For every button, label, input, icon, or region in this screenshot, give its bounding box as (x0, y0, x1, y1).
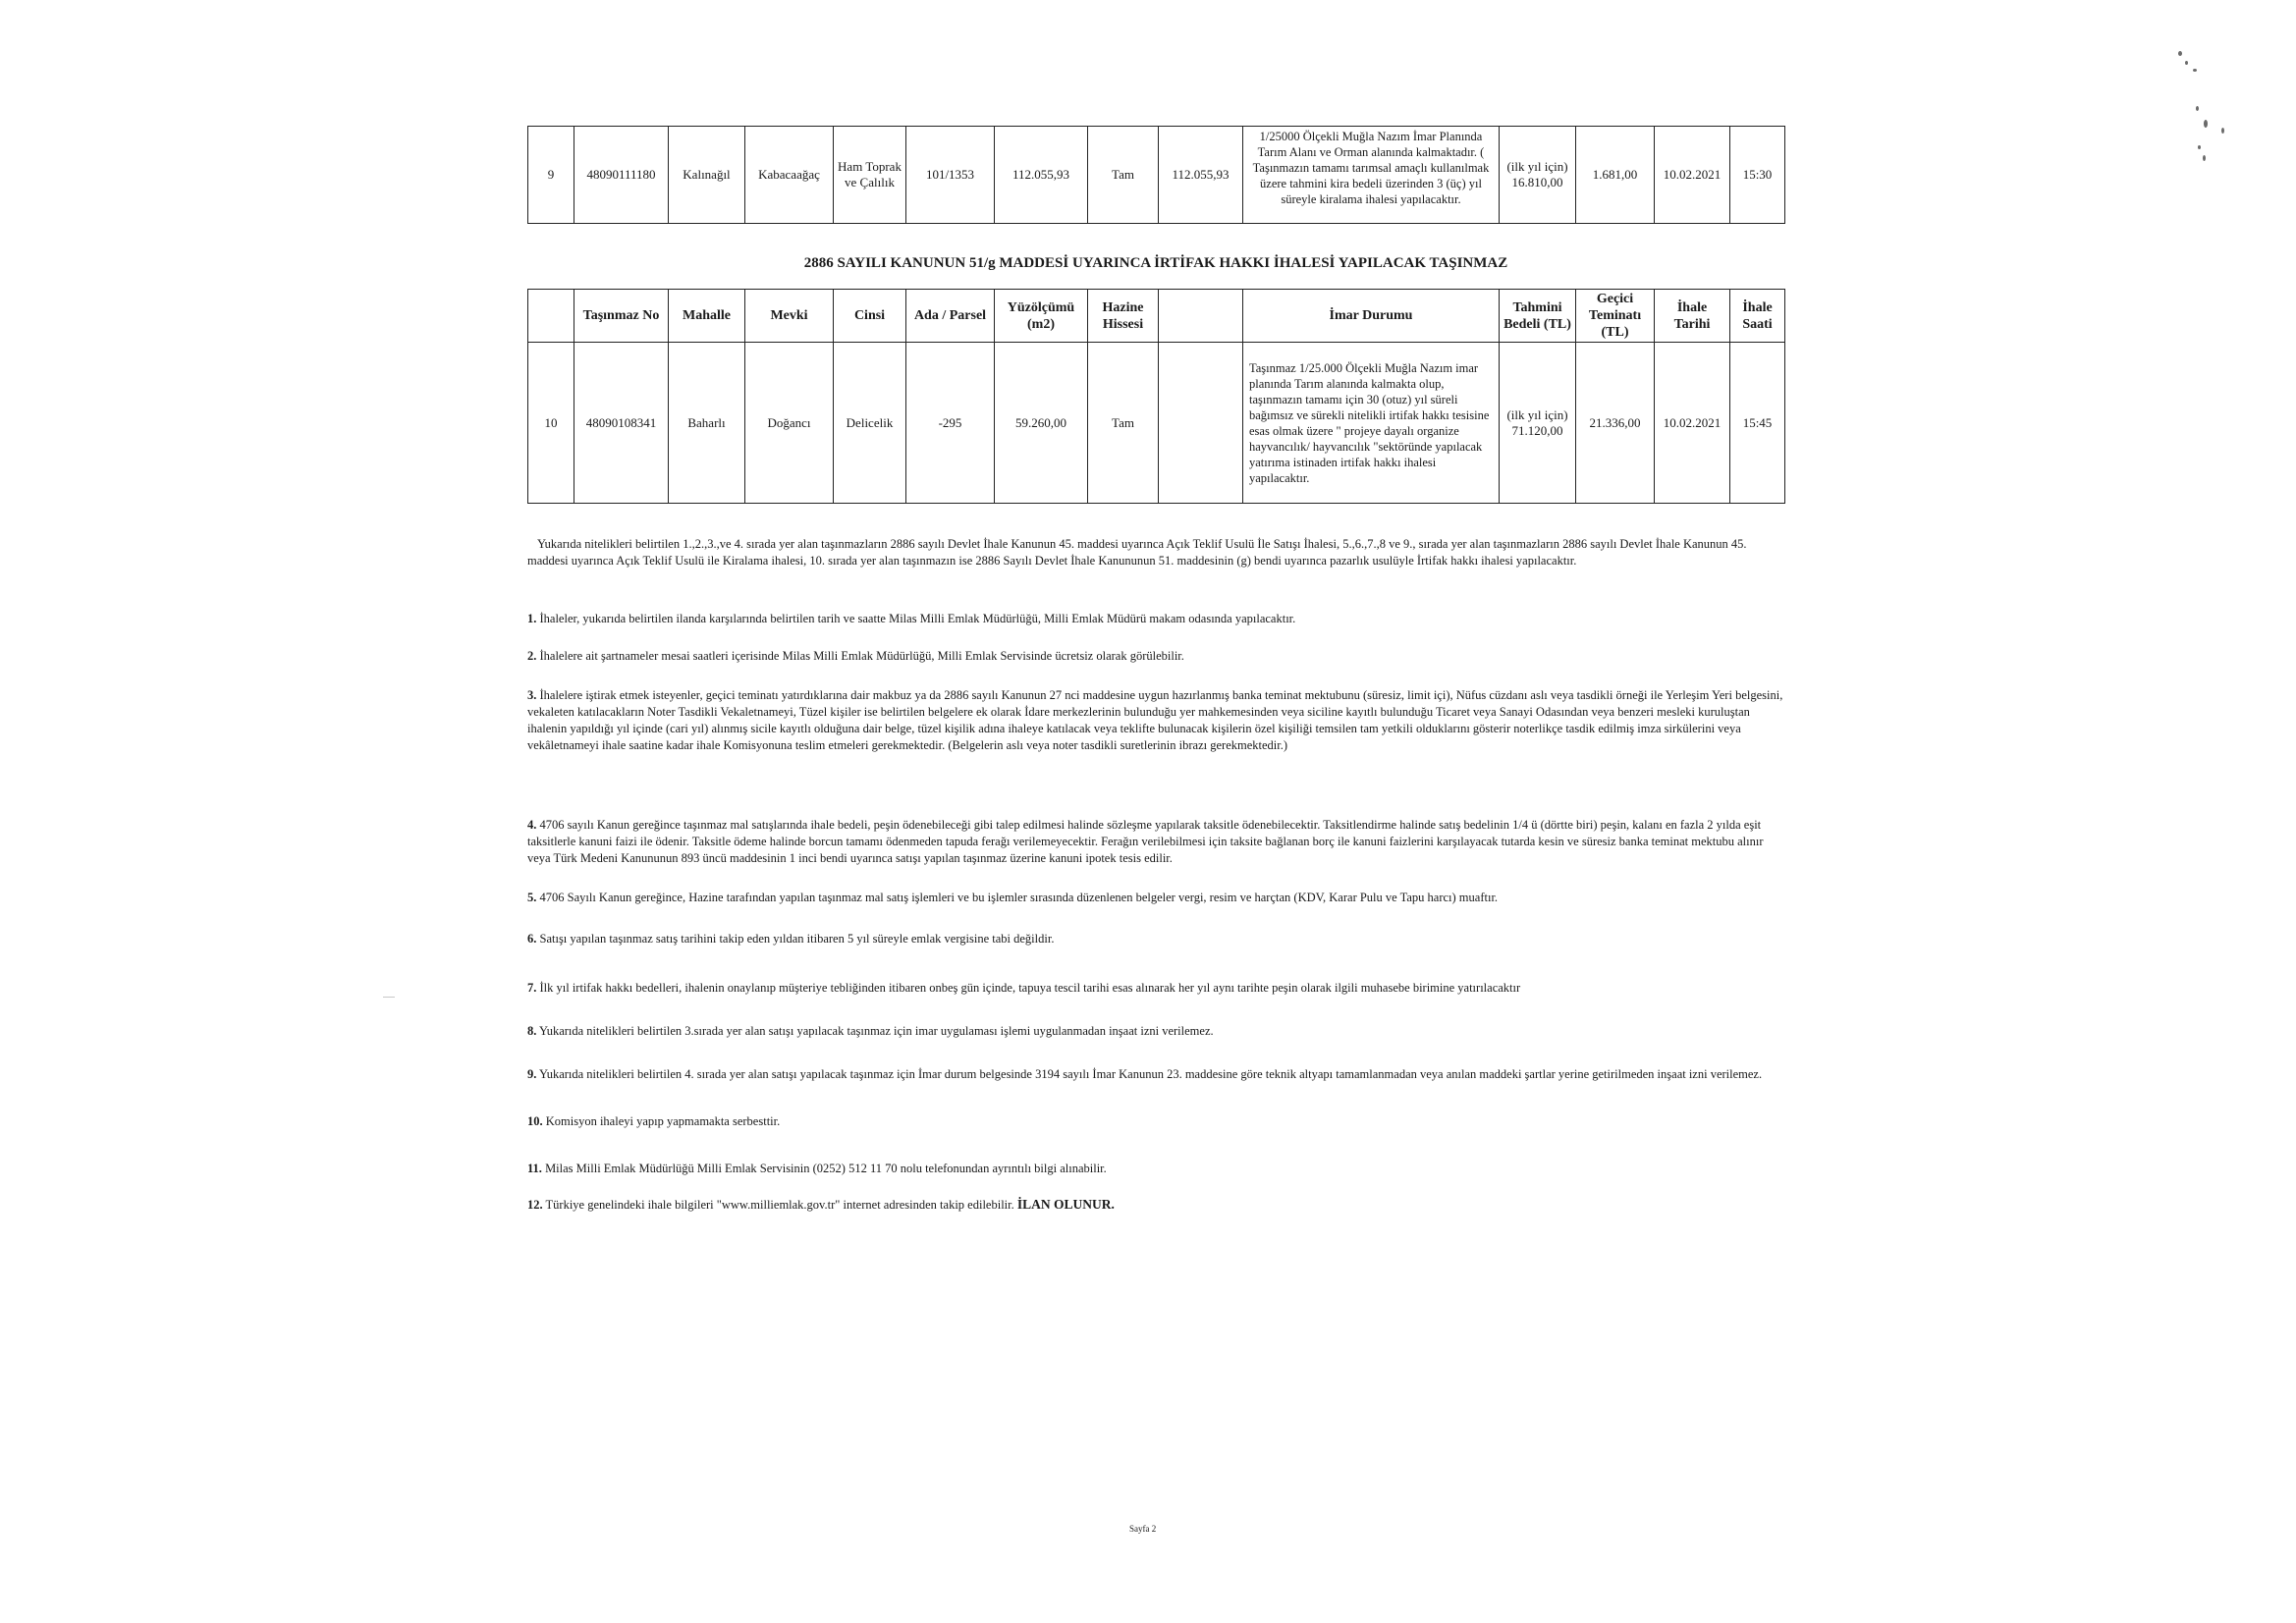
zoning-status: Taşınmaz 1/25.000 Ölçekli Muğla Nazım imar planında Tarım alanında kalmakta olup, taşınmazın tamamı için 30 (otuz) yıl süreli bağımsız ve sürekli nitelikli irtifak hakkı tesisine esas olmak üzere " projeye dayalı organize hayvancılık/ hayvancılık "sektöründe yapılacak yatırıma istinaden irtifak hakkı ihalesi yapılacaktır. (1243, 343, 1500, 504)
list-item (527, 1161, 1784, 1177)
header-deposit: Geçici Teminatı (TL) (1576, 290, 1655, 343)
area-m2: 112.055,93 (995, 127, 1088, 224)
item-text: İhalelere iştirak etmek isteyenler, geçici teminatı yatırdıklarına dair makbuz ya da 2886 sayılı Kanunun 27 nci maddesine uygun hazırlanmış banka teminat mektubunu (süresiz, limit içi), Nüfus cüzdanı aslı veya tasdikli örneği ile Yerleşim Yeri belgesini, vekaleten katılacakların Noter Tasdikli Vekaletnameyi, Tüzel kişiler ise belirtilen belgelere ek olarak İdare merkezlerinin bulunduğu yer mahkemesinden veya siciline kayıtlı bulunduğu Ticaret veya Sanayi Odasından veya benzeri mesleki kuruluştan ihalenin yapıldığı yıl içinde (cari yıl) alınmış sicile kayıtlı olduğuna dair belge, tüzel kişilik adına ihaleye katılacak veya teklifte bulunacak kişilerin özel kişiliği temsilen tam yetkili olduklarını gösterir noterlikçe tasdik edilmiş imza sirkülerini veya vekâletnameyi ihale saatine kadar ihale Komisyonuna teslim etmeleri gerekmektedir. (Belgelerin aslı veya noter tasdikli suretlerinin ibrazı gerekmektedir.) (527, 688, 1783, 752)
auction-date: 10.02.2021 (1655, 343, 1730, 504)
header-area: Yüzölçümü (m2) (995, 290, 1088, 343)
item-text: İlk yıl irtifak hakkı bedelleri, ihalenin onaylanıp müşteriye tebliğinden itibaren onbeş gün içinde, tapuya tescil tarihi esas alınarak her yıl aynı tarihte peşin olarak ilgili muhasebe birimine yatırılacaktır (539, 981, 1521, 995)
empty-cell (1159, 343, 1243, 504)
section-title: 2886 SAYILI KANUNUN 51/g MADDESİ UYARINCA İRTİFAK HAKKI İHALESİ YAPILACAK TAŞINMAZ (803, 255, 1508, 271)
auction-time: 15:45 (1730, 343, 1785, 504)
list-item (527, 890, 1784, 906)
property-type: Delicelik (834, 343, 906, 504)
table-row (528, 343, 1785, 504)
item-number: 3. (527, 688, 537, 702)
page-number: Sayfa 2 (1129, 1524, 1157, 1534)
scan-speck (2178, 51, 2182, 56)
treasury-share: Tam (1088, 343, 1159, 504)
block-parcel: 101/1353 (906, 127, 995, 224)
property-table-lease (527, 126, 1785, 224)
scan-speck (2198, 145, 2201, 149)
property-number: 48090111180 (574, 127, 669, 224)
list-item (527, 1023, 1784, 1040)
locality: Kabacaağaç (745, 127, 834, 224)
property-number: 48090108341 (574, 343, 669, 504)
list-item (527, 980, 1784, 997)
scan-speck (2196, 106, 2199, 111)
area-value: 112.055,93 (1159, 127, 1243, 224)
header-auction-time: İhale Saati (1730, 290, 1785, 343)
header-locality: Mevki (745, 290, 834, 343)
header-property-number: Taşınmaz No (574, 290, 669, 343)
item-number: 7. (527, 981, 537, 995)
list-item (527, 1066, 1784, 1083)
row-number: 10 (528, 343, 574, 504)
item-text: Satışı yapılan taşınmaz satış tarihini takip eden yıldan itibaren 5 yıl süreyle emlak vergisine tabi değildir. (539, 932, 1055, 946)
zoning-status-text: 1/25000 Ölçekli Muğla Nazım İmar Planında Tarım Alanı ve Orman alanında kalmaktadır. ( Taşınmazın tamamı tarımsal amaçlı kullanılmak üzere tahmini kira bedeli üzerinden 3 (üç) yıl süreyle kiralama ihalesi yapılacaktır. (1252, 130, 1490, 206)
deposit-amount: 1.681,00 (1576, 127, 1655, 224)
row-number: 9 (528, 127, 574, 224)
list-item (527, 648, 1784, 665)
item-number: 11. (527, 1162, 542, 1175)
property-type: Ham Toprak ve Çalılık (834, 127, 906, 224)
header-property-type: Cinsi (834, 290, 906, 343)
item-text: 4706 Sayılı Kanun gereğince, Hazine tarafından yapılan taşınmaz mal satış işlemleri ve bu işlemler sırasında düzenlenen belgeler vergi, resim ve harçtan (KDV, Karar Pulu ve Tapu harcı) muaftır. (539, 891, 1499, 904)
list-item (527, 1196, 1784, 1214)
header-row-number (528, 290, 574, 343)
treasury-share: Tam (1088, 127, 1159, 224)
estimated-price: (ilk yıl için) 16.810,00 (1500, 127, 1576, 224)
area-m2: 59.260,00 (995, 343, 1088, 504)
table-header-row (528, 290, 1785, 343)
item-number: 8. (527, 1024, 537, 1038)
scan-speck (2193, 69, 2197, 72)
item-number: 2. (527, 649, 537, 663)
table-row (528, 127, 1785, 224)
item-text: Yukarıda nitelikleri belirtilen 4. sırada yer alan satışı yapılacak taşınmaz için İmar durum belgesinde 3194 sayılı İmar Kanunun 23. maddesine göre teknik altyapı tamamlanmadan veya anılan maddeki şartlar yerine getirilmeden inşaat izni verilemez. (539, 1067, 1763, 1081)
item-number: 6. (527, 932, 537, 946)
header-empty (1159, 290, 1243, 343)
zoning-status (1243, 127, 1500, 224)
item-text: 4706 sayılı Kanun gereğince taşınmaz mal satışlarında ihale bedeli, peşin ödenebileceği gibi talep edilmesi halinde sözleşme yapılarak taksitle ödenebilecektir. Taksitlendirme halinde satış bedelinin 1/4 ü (dörtte biri) peşin, kalanı en fazla 2 yılda eşit taksitlerle kanuni faizi ile ödenir. Taksitle ödeme halinde borcun tamamı ödenmeden tapuda ferağı verilemeyecektir. Ferağın verilebilmesi için taksite bağlanan borç ile kanuni faizlerini karşılayacak tutarda kesin ve süresiz banka teminat mektubu alınır veya Türk Medeni Kanununun 893 üncü maddesinin 1 inci bendi uyarınca satışı yapılan taşınmaz üzerine kanuni ipotek tesis edilir. (527, 818, 1764, 865)
property-table-easement (527, 289, 1785, 504)
scan-speck (2204, 120, 2208, 128)
item-number: 9. (527, 1067, 537, 1081)
neighborhood: Kalınağıl (669, 127, 745, 224)
list-item (527, 1113, 1784, 1130)
closing-statement: İLAN OLUNUR. (1016, 1197, 1115, 1212)
item-text: İhaleler, yukarıda belirtilen ilanda karşılarında belirtilen tarih ve saatte Milas Milli Emlak Müdürlüğü, Milli Emlak Müdürü makam odasında yapılacaktır. (539, 612, 1296, 625)
scan-speck (2203, 155, 2206, 161)
header-estimated-price: Tahmini Bedeli (TL) (1500, 290, 1576, 343)
header-auction-date: İhale Tarihi (1655, 290, 1730, 343)
header-neighborhood: Mahalle (669, 290, 745, 343)
item-text: Komisyon ihaleyi yapıp yapmamakta serbesttir. (545, 1114, 781, 1128)
item-number: 10. (527, 1114, 543, 1128)
block-parcel: -295 (906, 343, 995, 504)
list-item (527, 931, 1784, 947)
header-treasury-share: Hazine Hissesi (1088, 290, 1159, 343)
list-item (527, 817, 1784, 867)
neighborhood: Baharlı (669, 343, 745, 504)
list-item (527, 687, 1784, 754)
locality: Doğancı (745, 343, 834, 504)
header-block-parcel: Ada / Parsel (906, 290, 995, 343)
item-number: 5. (527, 891, 537, 904)
estimated-price: (ilk yıl için) 71.120,00 (1500, 343, 1576, 504)
scan-line (383, 997, 395, 998)
auction-date: 10.02.2021 (1655, 127, 1730, 224)
auction-time: 15:30 (1730, 127, 1785, 224)
deposit-amount: 21.336,00 (1576, 343, 1655, 504)
item-text: Milas Milli Emlak Müdürlüğü Milli Emlak Servisinin (0252) 512 11 70 nolu telefonundan ayrıntılı bilgi alınabilir. (545, 1162, 1107, 1175)
item-number: 4. (527, 818, 537, 832)
scan-speck (2185, 61, 2188, 65)
item-number: 1. (527, 612, 537, 625)
item-text: Yukarıda nitelikleri belirtilen 3.sırada yer alan satışı yapılacak taşınmaz için imar uygulaması işlemi uygulanmadan inşaat izni verilemez. (539, 1024, 1214, 1038)
list-item (527, 611, 1784, 627)
scan-speck (2221, 128, 2224, 134)
item-text: Türkiye genelindeki ihale bilgileri "www.milliemlak.gov.tr" internet adresinden takip edilebilir. (545, 1198, 1014, 1212)
header-zoning-status: İmar Durumu (1243, 290, 1500, 343)
intro-paragraph: Yukarıda nitelikleri belirtilen 1.,2.,3.,ve 4. sırada yer alan taşınmazların 2886 sayılı Devlet İhale Kanunun 45. maddesi uyarınca Açık Teklif Usulü İle Satışı İhalesi, 5.,6.,7.,8 ve 9., sırada yer alan taşınmazların 2886 sayılı Devlet İhale Kanunun 45. maddesi uyarınca Açık Teklif Usulü ile Kiralama ihalesi, 10. sırada yer alan taşınmazın ise 2886 Sayılı Devlet İhale Kanununun 51. maddesinin (g) bendi uyarınca pazarlık usulüyle İrtifak hakkı ihalesi yapılacaktır. (527, 537, 1747, 568)
item-text: İhalelere ait şartnameler mesai saatleri içerisinde Milas Milli Emlak Müdürlüğü, Milli Emlak Servisinde ücretsiz olarak görülebilir. (539, 649, 1184, 663)
item-number: 12. (527, 1198, 543, 1212)
